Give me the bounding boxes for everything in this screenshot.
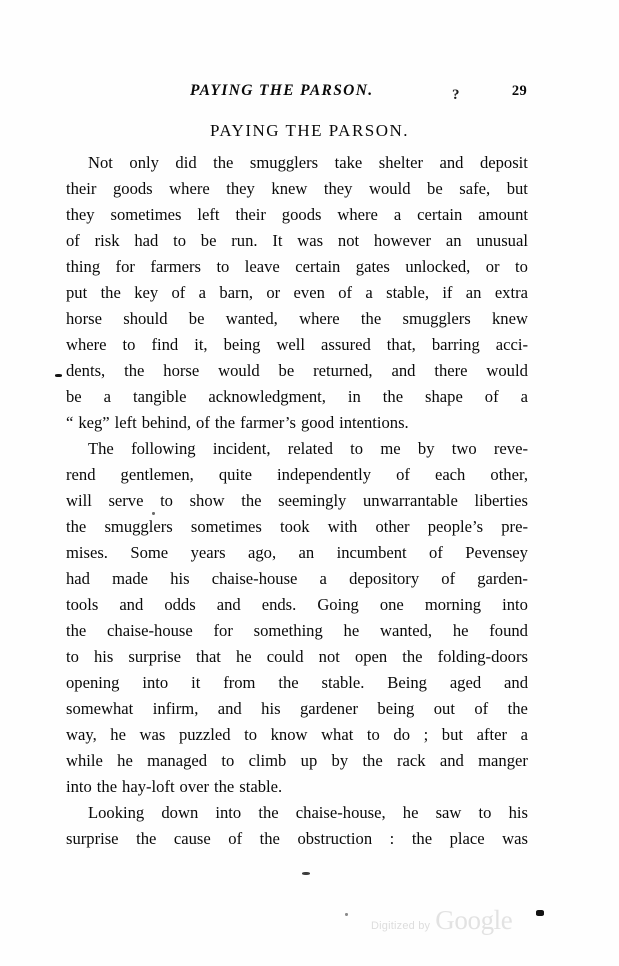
- word: their: [66, 179, 97, 198]
- word: ago,: [248, 543, 277, 562]
- text-line: [66, 280, 528, 306]
- word: was: [297, 231, 324, 250]
- word: well: [276, 335, 306, 354]
- word: rack: [397, 751, 426, 770]
- scan-artifact-mark: ?: [452, 87, 460, 103]
- word: not: [318, 647, 340, 666]
- word: ends.: [261, 595, 297, 614]
- word: a: [198, 283, 207, 302]
- word: be: [427, 179, 443, 198]
- word: to: [216, 257, 230, 276]
- word: liberties: [474, 491, 528, 510]
- word: dents,: [66, 361, 106, 380]
- word: me: [380, 439, 401, 458]
- word: opening: [66, 673, 120, 692]
- word: reve-: [493, 439, 528, 458]
- word: hay-loft: [122, 777, 175, 796]
- word: unlocked,: [405, 257, 471, 276]
- word: made: [112, 569, 149, 588]
- word: Looking: [88, 803, 145, 822]
- text-line: [66, 826, 528, 852]
- word: wanted,: [225, 309, 278, 328]
- word: pre-: [501, 517, 528, 536]
- word: risk: [94, 231, 120, 250]
- word: of: [429, 543, 443, 562]
- word: shelter: [378, 153, 423, 172]
- word: his: [508, 803, 528, 822]
- word: a: [103, 387, 112, 406]
- word: while: [66, 751, 103, 770]
- text-line: [66, 618, 528, 644]
- word: ;: [423, 725, 429, 744]
- text-line: [66, 696, 528, 722]
- word: to: [478, 803, 492, 822]
- text-line: [66, 306, 528, 332]
- word: their: [235, 205, 266, 224]
- word: manger: [478, 751, 528, 770]
- word: where: [337, 205, 378, 224]
- word: had: [66, 569, 90, 588]
- word: and: [217, 699, 242, 718]
- word: he: [343, 621, 360, 640]
- word: climb: [248, 751, 287, 770]
- word: of: [338, 283, 353, 302]
- word: show: [189, 491, 225, 510]
- word: out: [433, 699, 455, 718]
- word: the: [278, 673, 299, 692]
- word: to: [160, 491, 173, 510]
- word: and: [391, 361, 416, 380]
- word: should: [123, 309, 168, 328]
- word: horse: [66, 309, 102, 328]
- word: that,: [386, 335, 416, 354]
- word: assured: [321, 335, 371, 354]
- scan-speck: [55, 374, 62, 377]
- word: smugglers: [402, 309, 471, 328]
- word: cause: [173, 829, 211, 848]
- word: the: [360, 309, 382, 328]
- text-line: [66, 514, 528, 540]
- word: down: [161, 803, 199, 822]
- word: the: [214, 777, 235, 796]
- word: to: [244, 725, 258, 744]
- word: the: [382, 387, 404, 406]
- word: but: [506, 179, 528, 198]
- text-line: [66, 748, 528, 774]
- word: where: [66, 335, 107, 354]
- word: a: [520, 387, 528, 406]
- word: It: [272, 231, 283, 250]
- word: sometimes: [190, 517, 262, 536]
- text-line: [66, 358, 528, 384]
- word: two: [451, 439, 477, 458]
- word: left: [197, 205, 220, 224]
- word: put: [66, 283, 88, 302]
- word: into: [215, 803, 242, 822]
- word: other: [375, 517, 410, 536]
- word: be: [188, 309, 205, 328]
- word: puzzled: [178, 725, 231, 744]
- word: tangible: [132, 387, 187, 406]
- word: knew: [271, 179, 308, 198]
- word: the: [507, 699, 528, 718]
- text-line: [66, 592, 528, 618]
- word: in: [347, 387, 361, 406]
- word: certain: [417, 205, 463, 224]
- word: morning: [424, 595, 482, 614]
- word: what: [321, 725, 354, 744]
- word: do: [393, 725, 411, 744]
- word: incident,: [212, 439, 271, 458]
- text-line: [66, 176, 528, 202]
- word: the: [258, 803, 279, 822]
- word: had: [134, 231, 159, 250]
- word: extra: [494, 283, 528, 302]
- word: into: [66, 777, 92, 796]
- word: his: [261, 699, 281, 718]
- word: odds: [164, 595, 196, 614]
- word: to: [173, 231, 186, 250]
- word: not: [337, 231, 360, 250]
- text-line: [66, 150, 528, 176]
- word: chaise-house: [211, 569, 298, 588]
- word: to: [366, 725, 380, 744]
- word: the: [66, 621, 87, 640]
- word: place: [449, 829, 485, 848]
- word: to: [350, 439, 364, 458]
- word: from: [223, 673, 256, 692]
- text-line: [66, 410, 528, 436]
- word: it: [191, 673, 201, 692]
- word: but: [441, 725, 464, 744]
- word: did: [175, 153, 197, 172]
- scan-speck: [345, 913, 348, 916]
- word: after: [476, 725, 507, 744]
- word: being: [223, 335, 261, 354]
- word: barn,: [219, 283, 254, 302]
- text-line: [66, 670, 528, 696]
- word: goods: [112, 179, 153, 198]
- word: being: [377, 699, 415, 718]
- text-line: [66, 254, 528, 280]
- word: of: [474, 699, 489, 718]
- word: chaise-house: [107, 621, 193, 640]
- word: seemingly: [278, 491, 347, 510]
- text-line: [66, 462, 528, 488]
- word: of: [171, 283, 186, 302]
- word: or: [266, 283, 281, 302]
- word: the: [96, 777, 118, 796]
- word: aged: [449, 673, 482, 692]
- text-line: [66, 228, 528, 254]
- word: amount: [478, 205, 528, 224]
- word: somewhat: [66, 699, 134, 718]
- word: horse: [163, 361, 200, 380]
- word: a: [393, 205, 402, 224]
- word: however: [373, 231, 432, 250]
- word: or: [485, 257, 500, 276]
- word: mises.: [66, 543, 108, 562]
- word: gentlemen,: [120, 465, 194, 484]
- word: the: [124, 361, 145, 380]
- word: leave: [244, 257, 280, 276]
- word: acknowledgment,: [208, 387, 326, 406]
- word: will: [66, 491, 92, 510]
- word: the: [213, 153, 234, 172]
- word: he: [235, 647, 252, 666]
- word: to: [122, 335, 136, 354]
- text-line: [66, 722, 528, 748]
- word: of: [66, 231, 80, 250]
- word: they: [66, 205, 95, 224]
- word: stable.: [239, 777, 283, 796]
- word: chaise-house,: [295, 803, 386, 822]
- word: deposit: [479, 153, 528, 172]
- word: take: [334, 153, 363, 172]
- word: the: [214, 413, 236, 432]
- digitization-watermark: [371, 905, 512, 936]
- word: of: [441, 569, 456, 588]
- word: surprise: [128, 647, 181, 666]
- word: keg”: [78, 413, 110, 432]
- word: be: [278, 361, 295, 380]
- word: something: [253, 621, 323, 640]
- word: the: [402, 647, 423, 666]
- text-line: [66, 644, 528, 670]
- watermark-brand: Google: [435, 905, 513, 935]
- word: be: [200, 231, 217, 250]
- word: to: [66, 647, 79, 666]
- word: goods: [281, 205, 322, 224]
- word: where: [299, 309, 340, 328]
- word: even: [293, 283, 325, 302]
- word: of: [484, 387, 499, 406]
- word: was: [502, 829, 528, 848]
- word: :: [389, 829, 395, 848]
- word: to: [221, 751, 235, 770]
- word: run.: [231, 231, 258, 250]
- word: other,: [490, 465, 528, 484]
- word: Pevensey: [465, 543, 528, 562]
- word: related: [287, 439, 333, 458]
- running-head-title: PAYING THE PARSON.: [190, 82, 374, 99]
- page-number: 29: [511, 83, 527, 99]
- word: Some: [130, 543, 169, 562]
- text-line: [66, 774, 528, 800]
- word: to: [514, 257, 528, 276]
- word: behind,: [141, 413, 192, 432]
- word: was: [139, 725, 166, 744]
- text-line: [66, 800, 528, 826]
- word: knew: [491, 309, 528, 328]
- word: barring: [431, 335, 480, 354]
- word: left: [114, 413, 137, 432]
- word: good: [300, 413, 335, 432]
- word: Going: [317, 595, 359, 614]
- word: unusual: [476, 231, 528, 250]
- text-line: [66, 436, 528, 462]
- word: of: [196, 413, 210, 432]
- word: people’s: [427, 517, 484, 536]
- word: he: [402, 803, 419, 822]
- word: they: [226, 179, 255, 198]
- word: incumbent: [336, 543, 407, 562]
- word: of: [396, 465, 410, 484]
- word: by: [331, 751, 349, 770]
- word: they: [323, 179, 353, 198]
- text-line: [66, 540, 528, 566]
- word: a: [365, 283, 373, 302]
- body-text: [66, 150, 528, 852]
- word: farmer’s: [240, 413, 296, 432]
- word: shape: [425, 387, 463, 406]
- word: it,: [194, 335, 208, 354]
- word: would: [486, 361, 528, 380]
- scan-speck: [152, 512, 155, 515]
- word: acci-: [495, 335, 528, 354]
- word: and: [119, 595, 144, 614]
- word: and: [439, 153, 464, 172]
- word: the: [362, 751, 383, 770]
- word: way,: [66, 725, 97, 744]
- word: be: [66, 387, 82, 406]
- word: with: [327, 517, 358, 536]
- word: gates: [355, 257, 390, 276]
- word: up: [300, 751, 318, 770]
- word: the: [259, 829, 280, 848]
- scan-speck: [302, 872, 310, 875]
- word: surprise: [66, 829, 119, 848]
- word: an: [465, 283, 482, 302]
- word: The: [88, 439, 114, 458]
- word: and: [439, 751, 464, 770]
- word: safe,: [459, 179, 491, 198]
- word: smugglers: [104, 517, 173, 536]
- text-line: [66, 384, 528, 410]
- word: Being: [387, 673, 427, 692]
- word: a: [319, 569, 327, 588]
- word: would: [218, 361, 260, 380]
- word: years: [190, 543, 226, 562]
- word: folding-doors: [437, 647, 528, 666]
- word: for: [115, 257, 135, 276]
- word: returned,: [313, 361, 373, 380]
- word: his: [93, 647, 114, 666]
- word: his: [170, 569, 190, 588]
- word: obstruction: [297, 829, 373, 848]
- word: rend: [66, 465, 96, 484]
- word: certain: [295, 257, 341, 276]
- word: there: [434, 361, 468, 380]
- chapter-heading: PAYING THE PARSON.: [209, 121, 410, 140]
- word: an: [298, 543, 315, 562]
- word: wanted,: [379, 621, 433, 640]
- word: that: [196, 647, 221, 666]
- word: thing: [66, 257, 101, 276]
- word: a: [520, 725, 528, 744]
- text-line: [66, 202, 528, 228]
- word: one: [379, 595, 404, 614]
- word: of: [228, 829, 243, 848]
- word: saw: [435, 803, 462, 822]
- word: over: [179, 777, 210, 796]
- scan-speck: [536, 910, 544, 916]
- text-line: [66, 332, 528, 358]
- word: stable,: [386, 283, 429, 302]
- word: he: [117, 751, 133, 770]
- word: gardener: [299, 699, 358, 718]
- word: the: [411, 829, 433, 848]
- word: key: [134, 283, 159, 302]
- word: intentions.: [339, 413, 409, 432]
- word: unwarrantable: [362, 491, 458, 510]
- word: quite: [218, 465, 253, 484]
- word: he: [452, 621, 469, 640]
- word: Not: [88, 153, 113, 172]
- text-line: [66, 488, 528, 514]
- word: sometimes: [110, 205, 182, 224]
- word: infirm,: [152, 699, 199, 718]
- word: into: [502, 595, 528, 614]
- word: found: [489, 621, 528, 640]
- word: the: [241, 491, 262, 510]
- word: independently: [277, 465, 372, 484]
- watermark-prefix: Digitized by: [371, 920, 431, 932]
- text-line: [66, 566, 528, 592]
- word: took: [280, 517, 310, 536]
- word: tools: [66, 595, 99, 614]
- word: if: [442, 283, 453, 302]
- word: depository: [349, 569, 420, 588]
- word: managed: [147, 751, 208, 770]
- word: serve: [108, 491, 144, 510]
- word: could: [266, 647, 304, 666]
- word: would: [369, 179, 411, 198]
- word: and: [504, 673, 528, 692]
- word: by: [417, 439, 435, 458]
- word: the: [100, 283, 121, 302]
- word: into: [142, 673, 169, 692]
- word: the: [136, 829, 157, 848]
- word: only: [129, 153, 159, 172]
- word: open: [354, 647, 388, 666]
- word: “: [66, 413, 74, 432]
- word: following: [131, 439, 196, 458]
- word: know: [270, 725, 308, 744]
- word: garden-: [477, 569, 528, 588]
- word: find: [151, 335, 179, 354]
- word: farmers: [150, 257, 202, 276]
- word: smugglers: [249, 153, 319, 172]
- word: where: [169, 179, 210, 198]
- word: each: [434, 465, 466, 484]
- word: he: [110, 725, 126, 744]
- word: the: [66, 517, 87, 536]
- word: an: [445, 231, 462, 250]
- word: for: [213, 621, 233, 640]
- word: stable.: [321, 673, 365, 692]
- word: and: [216, 595, 241, 614]
